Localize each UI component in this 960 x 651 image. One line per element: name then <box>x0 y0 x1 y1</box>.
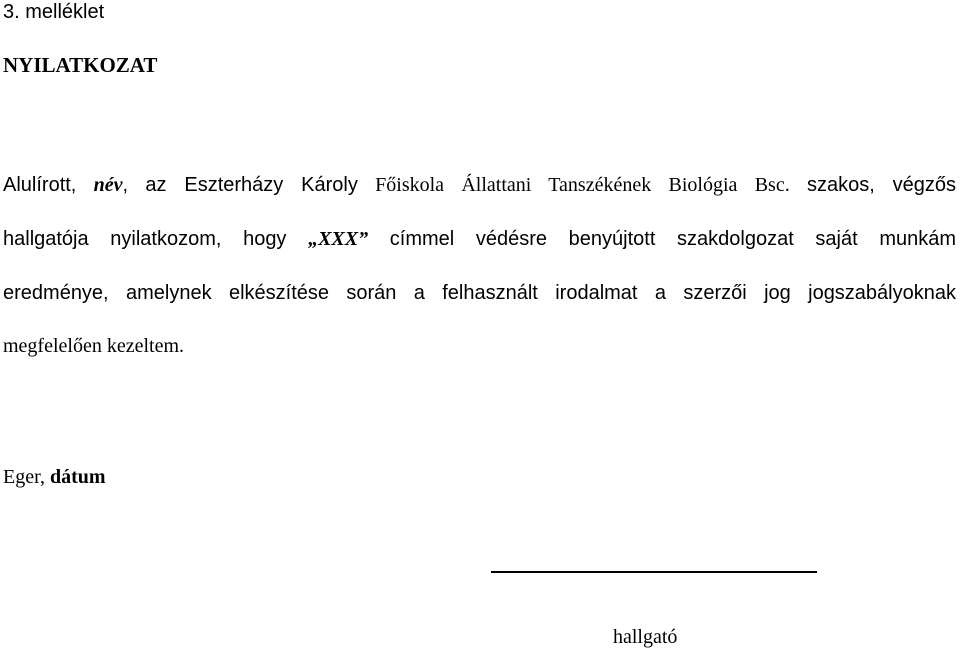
declaration-line-4: megfelelően kezeltem. <box>3 335 185 357</box>
declaration-part-a: az Eszterházy Károly <box>145 174 358 196</box>
signature-line <box>491 571 817 573</box>
place-date <box>3 465 106 489</box>
date-placeholder: dátum <box>49 466 106 488</box>
declaration-line-1 <box>3 173 956 197</box>
declaration-line-2 <box>3 227 956 251</box>
signature-caption: hallgató <box>613 626 678 648</box>
name-placeholder: név <box>93 174 123 196</box>
declaration-part-c: szakos, végzős <box>807 174 957 196</box>
document-title: NYILATKOZAT <box>3 53 158 77</box>
declaration-line-2-prefix: hallgatója nyilatkozom, hogy <box>3 228 287 250</box>
declaration-prefix: Alulírott, <box>3 174 77 196</box>
annex-label: 3. melléklet <box>3 1 105 23</box>
declaration-line-3: eredménye, amelynek elkészítése során a felhasznált irodalmat a szerzői jog jogszabályoknak <box>3 282 956 304</box>
thesis-title-placeholder: „XXX” <box>308 228 369 250</box>
name-comma: , <box>122 174 129 196</box>
declaration-line-2-suffix: címmel védésre benyújtott szakdolgozat saját munkám <box>389 228 957 250</box>
declaration-part-b: Főiskola Állattani Tanszékének Biológia Bsc. <box>375 174 790 196</box>
place-city: Eger, <box>3 466 45 488</box>
